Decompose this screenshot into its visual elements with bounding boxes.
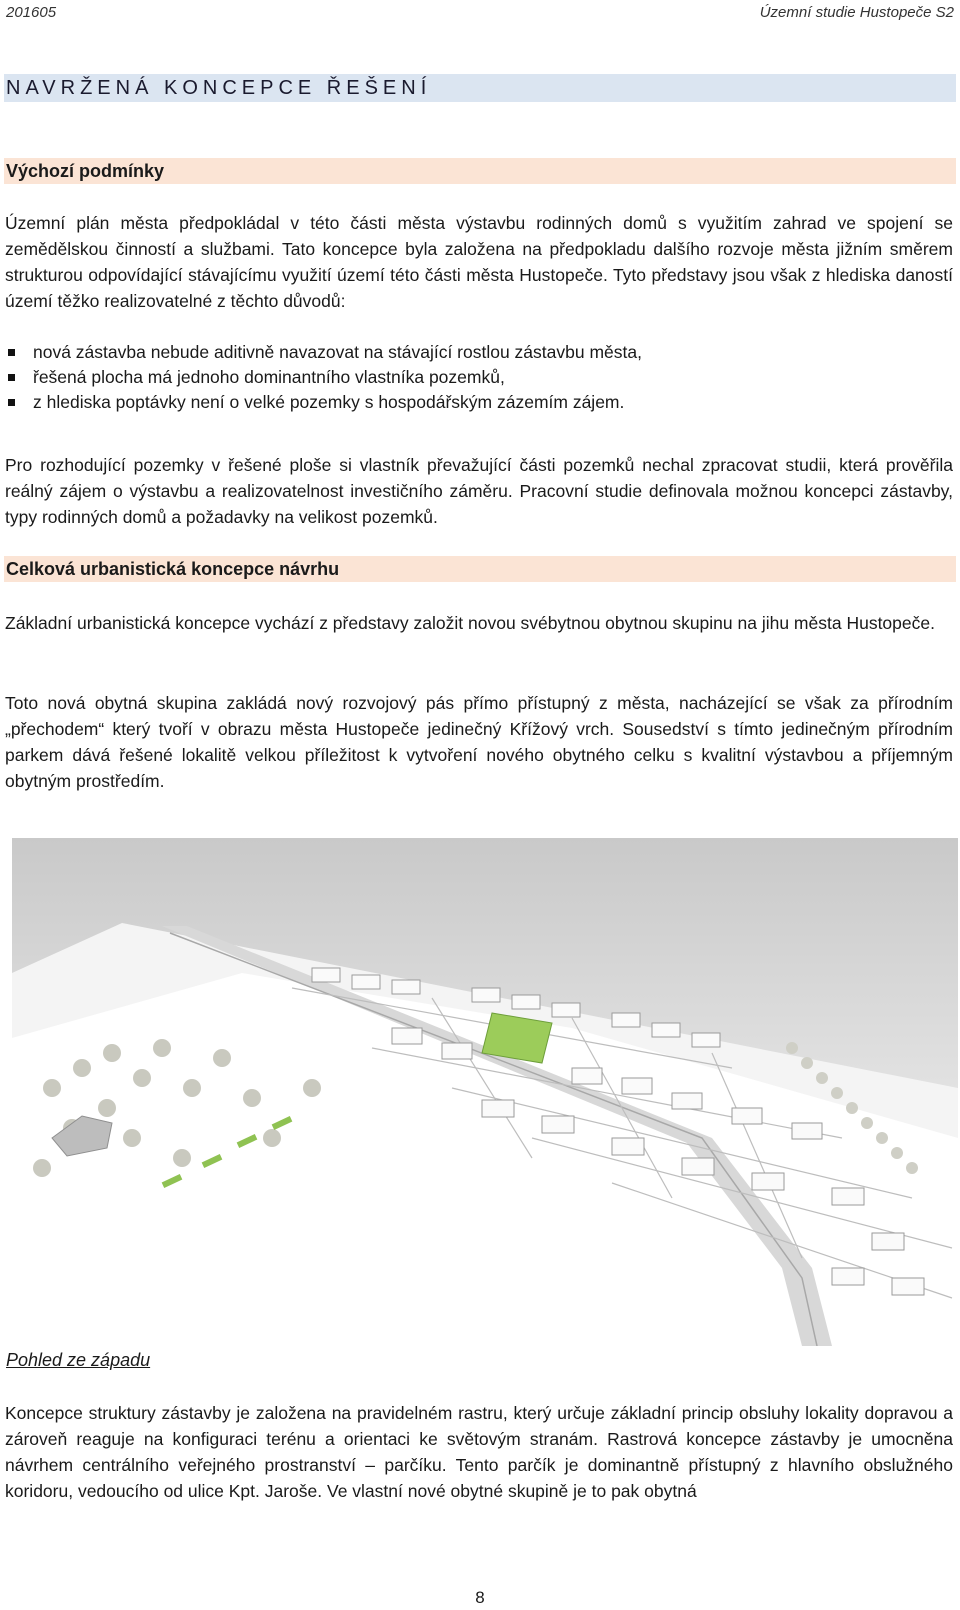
header-doc-title: Územní studie Hustopeče S2 [759,4,954,21]
paragraph-study: Pro rozhodující pozemky v řešené ploše si vlastník převažující části pozemků nechal zpracovat studii, která prověřila reálný zájem o výstavbu a realizovatelnost investičního záměru. Pracovní studie definovala možnou koncepci zástavby, typy rodinných domů a požadavky na velikost pozemků. [5,455,953,527]
bullet-square-icon [8,399,15,406]
section-title-urban-concept: Celková urbanistická koncepce návrhu [4,556,956,582]
section-title-initial-conditions: Výchozí podmínky [4,158,956,184]
aerial-view-rendering [12,838,958,1346]
header-doc-code: 201605 [6,4,57,21]
list-item: z hlediska poptávky není o velké pozemky s hospodářským zázemím zájem. [5,390,953,415]
page-number: 8 [475,1588,485,1607]
list-item: nová zástavba nebude aditivně navazovat na stávající rostlou zástavbu města, [5,340,953,365]
main-title: NAVRŽENÁ KONCEPCE ŘEŠENÍ [4,74,956,102]
paragraph-structure: Koncepce struktury zástavby je založena na pravidelném rastru, který určuje základní princip obsluhy lokality dopravou a zároveň reaguje na konfiguraci terénu a orientaci ke světovým stranám. Rastrová koncepce zástavby je umocněna návrhem centrálního veřejného prostranství – parčíku. Tento parčík je dominantně přístupný z hlavního obslužného koridoru, vedoucího od ulice Kpt. Jaroše. Ve vlastní nové obytné skupině je to pak obytná [5,1403,953,1501]
bullet-square-icon [8,374,15,381]
paragraph-new-group: Toto nová obytná skupina zakládá nový rozvojový pás přímo přístupný z města, nacházející se však za přírodním „přechodem“ který tvoří v obrazu města Hustopeče jedinečný Křížový vrch. Sousedství s tímto jedinečným přírodním parkem dává řešené lokalitě velkou příležitost k vytvoření nového obytného celku s kvalitní výstavbou a příjemným obytným prostředím. [5,693,953,791]
paragraph-basic-concept: Základní urbanistická koncepce vychází z představy založit novou svébytnou obytnou skupinu na jihu města Hustopeče. [5,613,935,633]
list-item: řešená plocha má jednoho dominantního vlastníka pozemků, [5,365,953,390]
paragraph-intro: Územní plán města předpokládal v této části města výstavbu rodinných domů s využitím zahrad ve spojení se zemědělskou činností a službami. Tato koncepce byla založena na předpokladu dalšího rozvoje města jižním směrem strukturou odpovídající stávajícímu využití území této části města Hustopeče. Tyto představy jsou však z hlediska daností území těžko realizovatelné z těchto důvodů: [5,213,953,311]
bullet-square-icon [8,349,15,356]
reasons-list [5,340,953,415]
page-header [6,4,954,26]
figure-caption: Pohled ze západu [6,1350,151,1370]
